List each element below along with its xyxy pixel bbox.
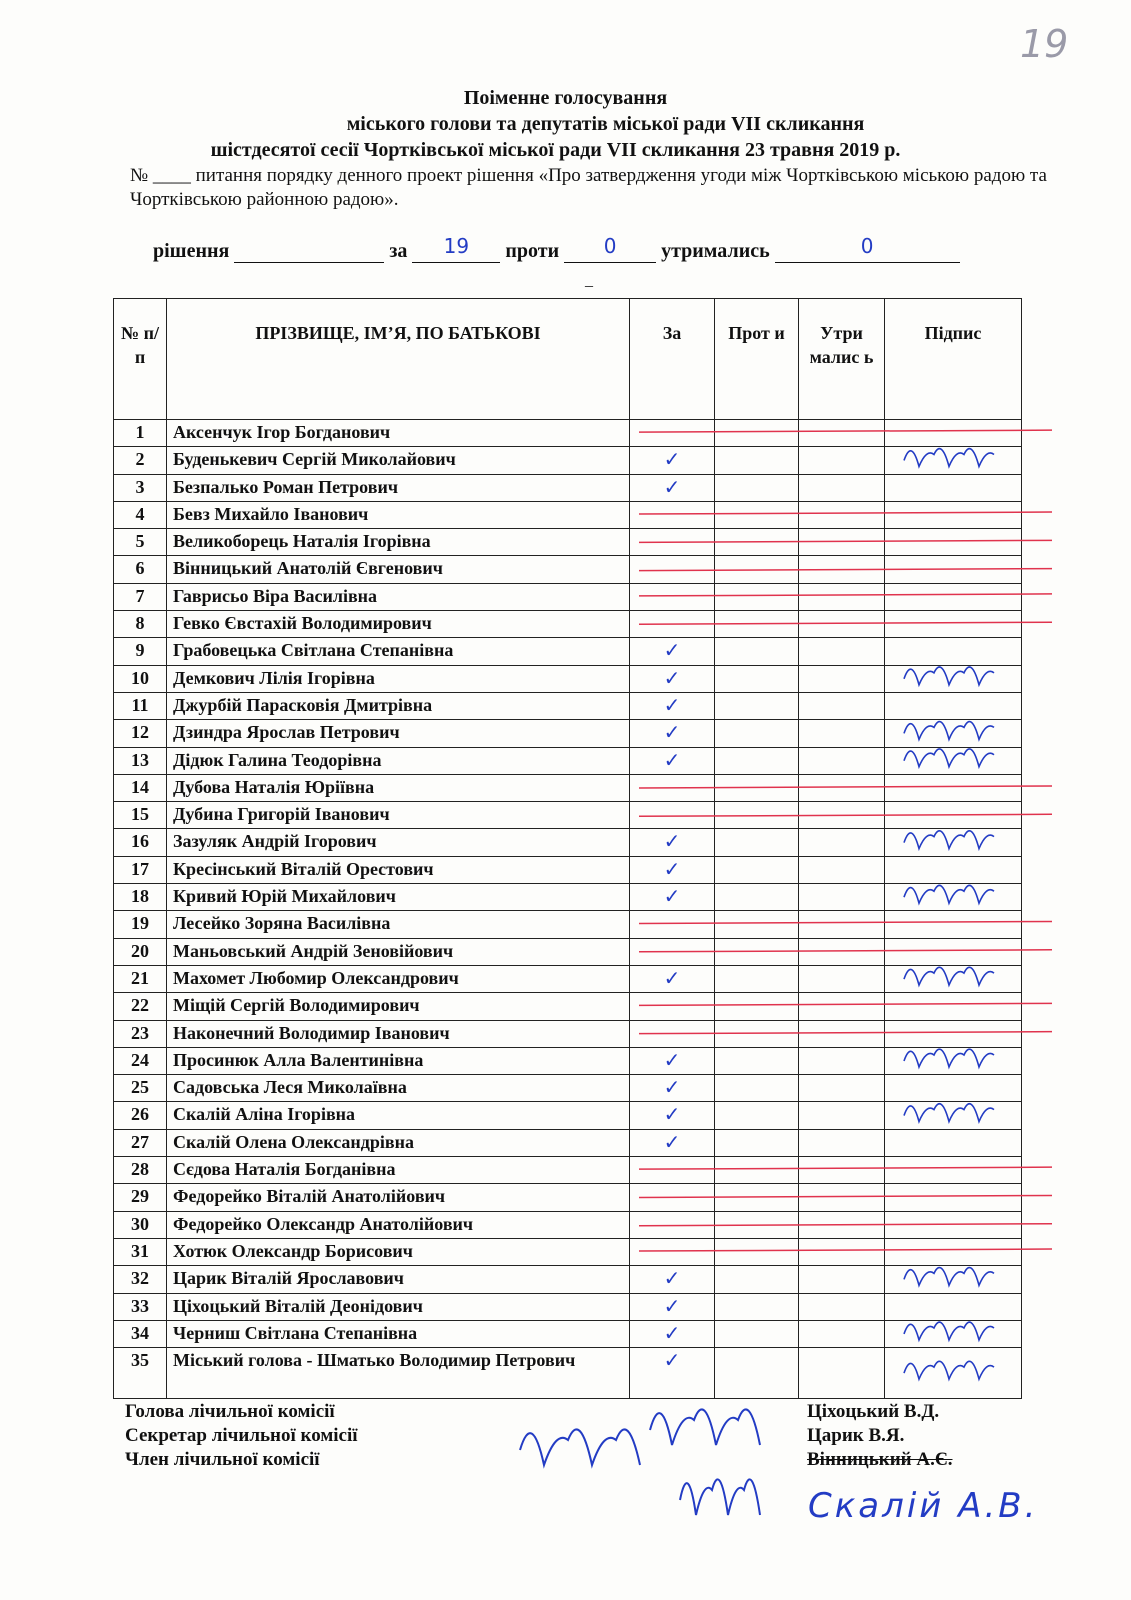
row-signature <box>885 856 1022 883</box>
for-label: за <box>389 240 408 262</box>
row-number: 35 <box>114 1348 167 1399</box>
row-name: Скалій Олена Олександрівна <box>167 1129 630 1156</box>
row-vote-against <box>715 529 799 556</box>
table-row <box>114 556 1022 583</box>
row-name: Махомет Любомир Олександрович <box>167 965 630 992</box>
name-secretary: Царик В.Я. <box>807 1425 905 1446</box>
row-vote-for: ✓ <box>630 692 715 719</box>
row-vote-for: ✓ <box>630 720 715 747</box>
row-vote-against <box>715 611 799 638</box>
row-vote-against <box>715 692 799 719</box>
page-number-handwritten: 19 <box>1020 22 1069 66</box>
row-number: 6 <box>114 556 167 583</box>
row-signature <box>885 965 1022 992</box>
against-label: проти <box>505 240 560 262</box>
table-row <box>114 1047 1022 1074</box>
table-row <box>114 720 1022 747</box>
row-vote-against <box>715 420 799 447</box>
row-number: 1 <box>114 420 167 447</box>
row-vote-against <box>715 1293 799 1320</box>
row-signature <box>885 583 1022 610</box>
row-vote-against <box>715 1211 799 1238</box>
row-signature <box>885 474 1022 501</box>
row-vote-abstained <box>799 1075 885 1102</box>
table-row <box>114 1266 1022 1293</box>
row-vote-abstained <box>799 1184 885 1211</box>
row-name: Гевко Євстахій Володимирович <box>167 611 630 638</box>
row-vote-against <box>715 556 799 583</box>
table-row <box>114 1184 1022 1211</box>
decision-blank <box>234 242 384 263</box>
row-signature <box>885 774 1022 801</box>
session-line: шістдесятої сесії Чортківської міської ради VII скликання 23 травня 2019 р. <box>210 139 901 161</box>
name-member: Вінницький А.Є. <box>807 1449 953 1470</box>
table-row <box>114 638 1022 665</box>
row-vote-abstained <box>799 1266 885 1293</box>
row-vote-against <box>715 965 799 992</box>
row-name: Царик Віталій Ярославович <box>167 1266 630 1293</box>
row-name: Джурбій Парасковія Дмитрівна <box>167 692 630 719</box>
table-row <box>114 911 1022 938</box>
row-vote-for <box>630 802 715 829</box>
row-number: 16 <box>114 829 167 856</box>
row-signature <box>885 993 1022 1020</box>
row-vote-for <box>630 1184 715 1211</box>
row-name: Просинюк Алла Валентинівна <box>167 1047 630 1074</box>
agenda-item: № ____ питання порядку денного проект рішення «Про затвердження угоди між Чортківською міською радою та Чортківською районною радою». <box>130 165 1047 210</box>
table-row <box>114 474 1022 501</box>
row-vote-against <box>715 1320 799 1347</box>
abstained-label: утримались <box>661 240 770 262</box>
row-vote-for <box>630 1238 715 1265</box>
row-vote-abstained <box>799 611 885 638</box>
row-name: Дубина Григорій Іванович <box>167 802 630 829</box>
row-vote-against <box>715 665 799 692</box>
row-signature <box>885 1102 1022 1129</box>
row-number: 13 <box>114 747 167 774</box>
row-vote-for <box>630 529 715 556</box>
table-row <box>114 1348 1022 1399</box>
abstained-count: 0 <box>775 242 960 263</box>
row-vote-abstained <box>799 938 885 965</box>
row-number: 23 <box>114 1020 167 1047</box>
commission-member-signature <box>680 1479 760 1515</box>
row-vote-against <box>715 1266 799 1293</box>
commission-chair-signature <box>520 1429 640 1465</box>
row-vote-for: ✓ <box>630 884 715 911</box>
row-number: 19 <box>114 911 167 938</box>
table-row <box>114 1293 1022 1320</box>
row-vote-against <box>715 1157 799 1184</box>
row-signature <box>885 1293 1022 1320</box>
row-signature <box>885 1211 1022 1238</box>
row-vote-abstained <box>799 447 885 474</box>
row-vote-abstained <box>799 556 885 583</box>
row-signature <box>885 501 1022 528</box>
row-vote-for <box>630 583 715 610</box>
decision-label: рішення <box>153 240 230 262</box>
row-vote-for <box>630 1211 715 1238</box>
header-for: За <box>630 299 715 420</box>
row-number: 4 <box>114 501 167 528</box>
row-vote-for: ✓ <box>630 829 715 856</box>
row-vote-for <box>630 993 715 1020</box>
row-vote-abstained <box>799 1293 885 1320</box>
row-vote-against <box>715 1348 799 1399</box>
row-name: Кривий Юрій Михайлович <box>167 884 630 911</box>
row-signature <box>885 1238 1022 1265</box>
row-vote-for: ✓ <box>630 1348 715 1399</box>
row-name: Хотюк Олександр Борисович <box>167 1238 630 1265</box>
row-signature <box>885 911 1022 938</box>
row-vote-abstained <box>799 1320 885 1347</box>
row-name: Черниш Світлана Степанівна <box>167 1320 630 1347</box>
table-row <box>114 692 1022 719</box>
row-signature <box>885 638 1022 665</box>
handwritten-member-name: Скалій А.В. <box>808 1486 1039 1526</box>
row-number: 18 <box>114 884 167 911</box>
table-row <box>114 1238 1022 1265</box>
row-vote-for <box>630 611 715 638</box>
commission-roles <box>125 1400 358 1472</box>
row-vote-for: ✓ <box>630 1293 715 1320</box>
commission-names <box>807 1400 953 1472</box>
row-signature <box>885 829 1022 856</box>
row-signature <box>885 611 1022 638</box>
row-signature <box>885 529 1022 556</box>
row-vote-for <box>630 1020 715 1047</box>
table-row <box>114 1211 1022 1238</box>
row-vote-for: ✓ <box>630 1266 715 1293</box>
row-vote-for: ✓ <box>630 447 715 474</box>
row-name: Сєдова Наталія Богданівна <box>167 1157 630 1184</box>
table-row <box>114 1102 1022 1129</box>
row-vote-for: ✓ <box>630 856 715 883</box>
table-row <box>114 501 1022 528</box>
row-number: 22 <box>114 993 167 1020</box>
row-vote-against <box>715 911 799 938</box>
header-against: Прот и <box>715 299 799 420</box>
row-number: 27 <box>114 1129 167 1156</box>
row-vote-against <box>715 474 799 501</box>
row-vote-abstained <box>799 829 885 856</box>
stray-underscore: _ <box>585 272 593 289</box>
row-vote-against <box>715 938 799 965</box>
row-vote-abstained <box>799 774 885 801</box>
row-name: Кресінський Віталій Орестович <box>167 856 630 883</box>
row-signature <box>885 884 1022 911</box>
row-number: 3 <box>114 474 167 501</box>
table-row <box>114 1129 1022 1156</box>
header-signature: Підпис <box>885 299 1022 420</box>
row-number: 14 <box>114 774 167 801</box>
role-member: Член лічильної комісії <box>125 1449 320 1470</box>
row-name: Демкович Лілія Ігорівна <box>167 665 630 692</box>
row-vote-abstained <box>799 993 885 1020</box>
row-name: Наконечний Володимир Іванович <box>167 1020 630 1047</box>
table-row <box>114 747 1022 774</box>
row-name: Великоборець Наталія Ігорівна <box>167 529 630 556</box>
row-number: 29 <box>114 1184 167 1211</box>
table-row <box>114 1320 1022 1347</box>
row-signature <box>885 1157 1022 1184</box>
row-name: Дідюк Галина Теодорівна <box>167 747 630 774</box>
row-vote-abstained <box>799 911 885 938</box>
row-vote-for <box>630 938 715 965</box>
row-signature <box>885 692 1022 719</box>
row-vote-against <box>715 829 799 856</box>
row-number: 10 <box>114 665 167 692</box>
header-number: № п/п <box>114 299 167 420</box>
row-vote-abstained <box>799 1020 885 1047</box>
row-vote-for <box>630 1157 715 1184</box>
row-signature <box>885 1020 1022 1047</box>
row-vote-against <box>715 747 799 774</box>
table-row <box>114 1020 1022 1047</box>
row-vote-against <box>715 1102 799 1129</box>
row-name: Зазуляк Андрій Ігорович <box>167 829 630 856</box>
row-name: Дзиндра Ярослав Петрович <box>167 720 630 747</box>
row-signature <box>885 420 1022 447</box>
row-vote-abstained <box>799 638 885 665</box>
row-vote-abstained <box>799 802 885 829</box>
row-vote-abstained <box>799 965 885 992</box>
row-vote-for: ✓ <box>630 747 715 774</box>
row-vote-for: ✓ <box>630 474 715 501</box>
row-name: Міщій Сергій Володимирович <box>167 993 630 1020</box>
row-vote-against <box>715 884 799 911</box>
table-row <box>114 856 1022 883</box>
row-signature <box>885 1075 1022 1102</box>
table-row <box>114 420 1022 447</box>
row-number: 2 <box>114 447 167 474</box>
row-name: Скалій Аліна Ігорівна <box>167 1102 630 1129</box>
row-number: 17 <box>114 856 167 883</box>
row-number: 15 <box>114 802 167 829</box>
document-subtitle: міського голови та депутатів міської ради VII скликання <box>346 113 865 135</box>
row-vote-against <box>715 856 799 883</box>
commission-secretary-signature <box>650 1409 760 1445</box>
row-number: 30 <box>114 1211 167 1238</box>
row-number: 12 <box>114 720 167 747</box>
row-vote-abstained <box>799 720 885 747</box>
row-number: 20 <box>114 938 167 965</box>
row-vote-against <box>715 720 799 747</box>
row-vote-abstained <box>799 1047 885 1074</box>
row-name: Буденькевич Сергій Миколайович <box>167 447 630 474</box>
row-signature <box>885 747 1022 774</box>
row-name: Федорейко Олександр Анатолійович <box>167 1211 630 1238</box>
row-number: 8 <box>114 611 167 638</box>
row-vote-against <box>715 1238 799 1265</box>
row-vote-against <box>715 1184 799 1211</box>
row-name: Вінницький Анатолій Євгенович <box>167 556 630 583</box>
row-name: Федорейко Віталій Анатолійович <box>167 1184 630 1211</box>
row-vote-for <box>630 501 715 528</box>
row-vote-against <box>715 1129 799 1156</box>
row-signature <box>885 1320 1022 1347</box>
row-vote-for: ✓ <box>630 1075 715 1102</box>
row-name: Міський голова - Шматько Володимир Петрович <box>167 1348 630 1399</box>
row-number: 9 <box>114 638 167 665</box>
table-row <box>114 529 1022 556</box>
row-number: 7 <box>114 583 167 610</box>
row-signature <box>885 556 1022 583</box>
row-number: 28 <box>114 1157 167 1184</box>
row-number: 5 <box>114 529 167 556</box>
row-vote-against <box>715 638 799 665</box>
row-signature <box>885 802 1022 829</box>
row-vote-abstained <box>799 529 885 556</box>
table-row <box>114 829 1022 856</box>
row-vote-abstained <box>799 1238 885 1265</box>
row-signature <box>885 1129 1022 1156</box>
row-signature <box>885 1184 1022 1211</box>
row-vote-against <box>715 501 799 528</box>
row-vote-abstained <box>799 884 885 911</box>
header-name: ПРІЗВИЩЕ, ІМ’Я, ПО БАТЬКОВІ <box>167 299 630 420</box>
row-signature <box>885 447 1022 474</box>
table-row <box>114 1157 1022 1184</box>
row-vote-abstained <box>799 856 885 883</box>
row-name: Бевз Михайло Іванович <box>167 501 630 528</box>
row-vote-against <box>715 447 799 474</box>
row-vote-abstained <box>799 501 885 528</box>
row-name: Дубова Наталія Юріївна <box>167 774 630 801</box>
row-vote-abstained <box>799 474 885 501</box>
row-vote-against <box>715 1020 799 1047</box>
row-signature <box>885 1348 1022 1399</box>
row-name: Гаврисьо Віра Василівна <box>167 583 630 610</box>
row-vote-against <box>715 993 799 1020</box>
row-vote-for <box>630 774 715 801</box>
row-number: 25 <box>114 1075 167 1102</box>
row-vote-abstained <box>799 1348 885 1399</box>
row-vote-against <box>715 583 799 610</box>
header-abstained: Утри малис ь <box>799 299 885 420</box>
row-name: Аксенчук Ігор Богданович <box>167 420 630 447</box>
row-number: 24 <box>114 1047 167 1074</box>
table-row <box>114 884 1022 911</box>
table-row <box>114 665 1022 692</box>
vote-table <box>113 298 1022 1399</box>
role-secretary: Секретар лічильної комісії <box>125 1425 358 1446</box>
row-number: 21 <box>114 965 167 992</box>
row-name: Грабовецька Світлана Степанівна <box>167 638 630 665</box>
row-name: Лесейко Зоряна Василівна <box>167 911 630 938</box>
row-vote-abstained <box>799 1211 885 1238</box>
table-row <box>114 802 1022 829</box>
row-number: 11 <box>114 692 167 719</box>
row-vote-for: ✓ <box>630 1129 715 1156</box>
row-name: Ціхоцький Віталій Деонідович <box>167 1293 630 1320</box>
row-vote-against <box>715 1075 799 1102</box>
row-vote-against <box>715 1047 799 1074</box>
row-signature <box>885 938 1022 965</box>
row-signature <box>885 1047 1022 1074</box>
row-vote-against <box>715 802 799 829</box>
row-number: 26 <box>114 1102 167 1129</box>
table-row <box>114 447 1022 474</box>
row-name: Садовська Леся Миколаївна <box>167 1075 630 1102</box>
row-vote-for: ✓ <box>630 665 715 692</box>
row-name: Маньовський Андрій Зеновійович <box>167 938 630 965</box>
row-vote-abstained <box>799 420 885 447</box>
for-count: 19 <box>412 242 500 263</box>
table-row <box>114 583 1022 610</box>
row-vote-for: ✓ <box>630 1320 715 1347</box>
row-vote-for: ✓ <box>630 965 715 992</box>
row-signature <box>885 665 1022 692</box>
row-vote-for: ✓ <box>630 1047 715 1074</box>
row-vote-abstained <box>799 1157 885 1184</box>
row-vote-abstained <box>799 747 885 774</box>
row-number: 33 <box>114 1293 167 1320</box>
table-row <box>114 774 1022 801</box>
row-number: 34 <box>114 1320 167 1347</box>
row-name: Безпалько Роман Петрович <box>167 474 630 501</box>
table-header-row <box>114 299 1022 420</box>
row-vote-for <box>630 556 715 583</box>
document-title: Поіменне голосування <box>463 87 668 109</box>
row-number: 32 <box>114 1266 167 1293</box>
row-vote-abstained <box>799 692 885 719</box>
row-number: 31 <box>114 1238 167 1265</box>
vote-result-line <box>153 234 1033 263</box>
row-vote-for: ✓ <box>630 1102 715 1129</box>
table-row <box>114 965 1022 992</box>
row-vote-abstained <box>799 583 885 610</box>
table-row <box>114 1075 1022 1102</box>
row-vote-abstained <box>799 665 885 692</box>
row-vote-abstained <box>799 1129 885 1156</box>
row-vote-against <box>715 774 799 801</box>
name-chair: Ціхоцький В.Д. <box>807 1401 940 1422</box>
row-signature <box>885 1266 1022 1293</box>
row-vote-for <box>630 911 715 938</box>
table-row <box>114 611 1022 638</box>
role-chair: Голова лічильної комісії <box>125 1401 335 1422</box>
table-row <box>114 993 1022 1020</box>
row-vote-for <box>630 420 715 447</box>
against-count: 0 <box>564 242 656 263</box>
row-signature <box>885 720 1022 747</box>
table-row <box>114 938 1022 965</box>
row-vote-abstained <box>799 1102 885 1129</box>
row-vote-for: ✓ <box>630 638 715 665</box>
